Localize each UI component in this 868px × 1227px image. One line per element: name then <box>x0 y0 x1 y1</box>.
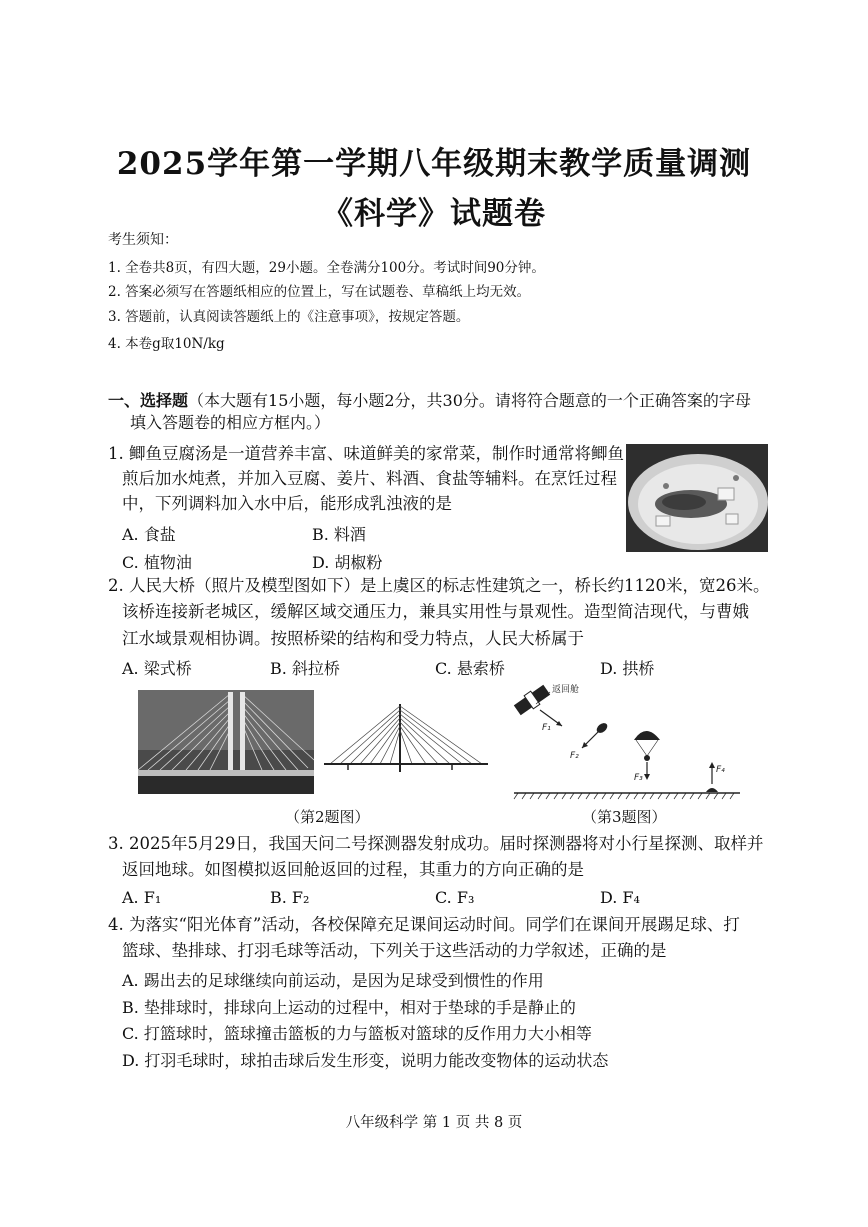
section-heading <box>108 390 768 434</box>
q4-option-b: B. 垫排球时，排球向上运动的过程中，相对于垫球的手是静止的 <box>122 998 576 1017</box>
q4-option-c: C. 打篮球时，篮球撞击篮板的力与篮板对篮球的反作用力大小相等 <box>122 1024 592 1043</box>
q3-line: 返回地球。如图模拟返回舱返回的过程，其重力的方向正确的是 <box>122 860 584 879</box>
notice-item: 4. 本卷g取10N/kg <box>108 336 225 352</box>
q1-line: 中，下列调料加入水中后，能形成乳浊液的是 <box>122 494 452 513</box>
q2-option-b: B. 斜拉桥 <box>270 659 340 678</box>
q2-line: 该桥连接新老城区，缓解区域交通压力，兼具实用性与景观性。造型简洁现代，与曹娥 <box>122 602 749 621</box>
q2-option-a: A. 梁式桥 <box>122 659 192 678</box>
q2-line: 江水域景观相协调。按照桥梁的结构和受力特点，人民大桥属于 <box>122 629 584 648</box>
q3-line: 3. 2025年5月29日，我国天问二号探测器发射成功。届时探测器将对小行星探测、取样并 <box>108 834 764 853</box>
force-label: F₃ <box>634 773 643 783</box>
q4-option-a: A. 踢出去的足球继续向前运动，是因为足球受到惯性的作用 <box>122 971 544 990</box>
page-subtitle: 《科学》试题卷 <box>322 196 546 232</box>
q3-option-c: C. F₃ <box>435 888 475 907</box>
q1-line: 煎后加水炖煮，并加入豆腐、姜片、料酒、食盐等辅料。在烹饪过程 <box>122 469 617 488</box>
q3-option-d: D. F₄ <box>600 888 640 907</box>
page-title: 2025学年第一学期八年级期末教学质量调测 <box>116 146 752 182</box>
q4-line: 4. 为落实“阳光体育”活动，各校保障充足课间运动时间。同学们在课间开展踢足球、打 <box>108 915 740 934</box>
fish-soup-photo <box>626 444 768 552</box>
q1-option-a: A. 食盐 <box>122 525 176 544</box>
section-desc-line2: 填入答题卷的相应方框内。） <box>130 413 331 432</box>
q1-option-d: D. 胡椒粉 <box>312 553 383 572</box>
force-label: F₂ <box>570 751 579 761</box>
q1-option-b: B. 料酒 <box>312 525 366 544</box>
capsule-return-diagram <box>512 678 742 802</box>
force-label: F₁ <box>542 723 551 733</box>
q2-line: 2. 人民大桥（照片及模型图如下）是上虞区的标志性建筑之一，桥长约1120米，宽26米。 <box>108 576 770 595</box>
notice-heading: 考生须知： <box>108 232 178 248</box>
fig3-caption: （第3题图） <box>582 808 667 826</box>
q2-option-c: C. 悬索桥 <box>435 659 505 678</box>
bridge-model-diagram <box>322 700 490 780</box>
q4-line: 篮球、垫排球、打羽毛球等活动，下列关于这些活动的力学叙述，正确的是 <box>122 941 667 960</box>
q3-option-b: B. F₂ <box>270 888 310 907</box>
fig2-caption: （第2题图） <box>285 808 370 826</box>
section-desc: （本大题有15小题，每小题2分，共30分。请将符合题意的一个正确答案的字母 <box>188 391 751 410</box>
notice-item: 1. 全卷共8页，有四大题，29小题。全卷满分100分。考试时间90分钟。 <box>108 260 545 276</box>
bridge-photo <box>138 690 314 794</box>
section-title: 一、选择题 <box>108 391 189 410</box>
q2-option-d: D. 拱桥 <box>600 659 655 678</box>
page-footer: 八年级科学 第 1 页 共 8 页 <box>345 1115 523 1131</box>
capsule-label: 返回舱 <box>552 685 580 695</box>
force-label: F₄ <box>716 765 725 775</box>
q3-option-a: A. F₁ <box>122 888 162 907</box>
notice-item: 2. 答案必须写在答题纸相应的位置上，写在试题卷、草稿纸上均无效。 <box>108 284 531 300</box>
q1-line: 1. 鲫鱼豆腐汤是一道营养丰富、味道鲜美的家常菜，制作时通常将鲫鱼 <box>108 444 624 463</box>
q1-option-c: C. 植物油 <box>122 553 192 572</box>
q4-option-d: D. 打羽毛球时，球拍击球后发生形变，说明力能改变物体的运动状态 <box>122 1051 609 1070</box>
notice-item: 3. 答题前，认真阅读答题纸上的《注意事项》，按规定答题。 <box>108 309 470 325</box>
